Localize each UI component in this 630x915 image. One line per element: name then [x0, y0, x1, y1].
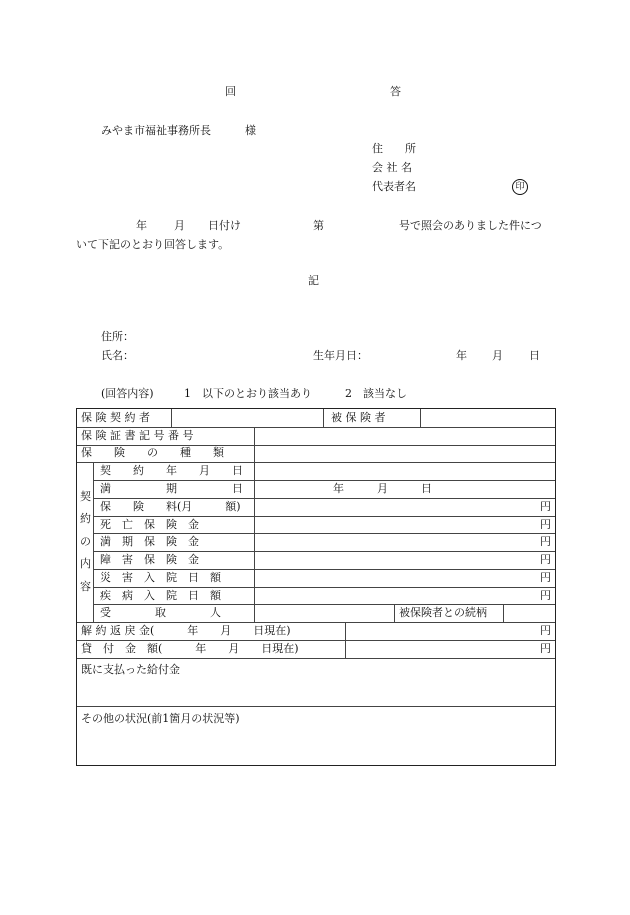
col-line	[503, 604, 504, 622]
disability-benefit-label: 障 害 保 険 金	[100, 553, 199, 566]
col-line	[171, 409, 172, 427]
heading-left: 回	[225, 85, 236, 98]
row-line	[93, 551, 555, 552]
death-benefit-label: 死 亡 保 険 金	[100, 518, 199, 531]
row-line	[93, 516, 555, 517]
relation-label: 被保険者との続柄	[399, 606, 487, 619]
maturity-date-label: 満 期 日	[100, 482, 243, 495]
heading-right: 答	[390, 85, 401, 98]
contract-date-label: 契 約 年 月 日	[100, 464, 243, 477]
col-line	[323, 409, 324, 427]
answer-option-1: 1 以下のとおり該当あり	[184, 387, 312, 400]
person-birth-day: 日	[529, 349, 540, 362]
col-line	[254, 427, 255, 622]
request-date-suffix: 日付け	[208, 219, 241, 232]
row-line	[77, 658, 555, 659]
person-birth-label: 生年月日：	[313, 349, 368, 362]
row-line	[77, 462, 555, 463]
sender-address-label: 住 所	[372, 142, 416, 155]
illness-daily-unit: 円	[540, 589, 551, 602]
row-line	[93, 569, 555, 570]
row-line	[93, 480, 555, 481]
surrender-value-unit: 円	[540, 624, 551, 637]
accident-daily-unit: 円	[540, 571, 551, 584]
row-line	[93, 498, 555, 499]
person-birth-month: 月	[492, 349, 503, 362]
row-line	[77, 622, 555, 623]
maturity-benefit-label: 満 期 保 険 金	[100, 535, 199, 548]
sender-company-label: 会 社 名	[372, 161, 412, 174]
row-line	[93, 604, 555, 605]
addressee-honorific: 様	[245, 124, 256, 137]
maturity-benefit-unit: 円	[540, 535, 551, 548]
request-text-end: 号で照会のありました件につ	[399, 219, 542, 232]
row-line	[77, 640, 555, 641]
request-month: 月	[174, 219, 185, 232]
surrender-value-label: 解 約 返 戻 金( 年 月 日現在)	[81, 624, 291, 637]
person-name-label: 氏名：	[101, 349, 134, 362]
insurance-kind-label: 保 険 の 種 類	[81, 446, 224, 459]
col-line	[394, 604, 395, 622]
contract-side-char: 約	[80, 512, 91, 525]
request-line2: いて下記のとおり回答します。	[76, 238, 230, 251]
row-line	[93, 533, 555, 534]
person-address-label: 住所：	[101, 330, 134, 343]
request-no-prefix: 第	[313, 219, 324, 232]
contract-side-char: 契	[80, 490, 91, 503]
answer-label: (回答内容)	[101, 387, 154, 400]
answer-option-2: 2 該当なし	[345, 387, 407, 400]
loan-amount-label: 貸 付 金 額( 年 月 日現在)	[81, 642, 299, 655]
death-benefit-unit: 円	[540, 518, 551, 531]
disability-benefit-unit: 円	[540, 553, 551, 566]
request-year: 年	[136, 219, 147, 232]
other-status-label: その他の状況(前1箇月の状況等)	[81, 712, 240, 725]
contract-side-char: の	[80, 535, 91, 548]
col-line	[345, 622, 346, 658]
contractor-label: 保 険 契 約 者	[81, 411, 150, 424]
row-line	[77, 706, 555, 707]
loan-amount-unit: 円	[540, 642, 551, 655]
ki-mark: 記	[308, 274, 319, 287]
addressee-name: みやま市福祉事務所長	[101, 124, 211, 137]
premium-unit: 円	[540, 500, 551, 513]
col-line	[93, 462, 94, 622]
paid-benefits-label: 既に支払った給付金	[81, 663, 180, 676]
insured-label: 被 保 険 者	[331, 411, 386, 424]
col-line	[420, 409, 421, 427]
person-birth-year: 年	[456, 349, 467, 362]
answer-form-table	[76, 408, 556, 766]
illness-daily-label: 疾 病 入 院 日 額	[100, 589, 221, 602]
cert-number-label: 保 険 証 書 記 号 番 号	[81, 429, 194, 442]
row-line	[93, 587, 555, 588]
maturity-date-value: 年 月 日	[333, 482, 432, 495]
seal-mark: 印	[512, 179, 528, 195]
accident-daily-label: 災 害 入 院 日 額	[100, 571, 221, 584]
row-line	[77, 427, 555, 428]
sender-rep-label: 代表者名	[372, 180, 416, 193]
contract-side-char: 容	[80, 580, 91, 593]
premium-label: 保 険 料(月 額)	[100, 500, 241, 513]
beneficiary-label: 受 取 人	[100, 606, 221, 619]
contract-side-char: 内	[80, 557, 91, 570]
